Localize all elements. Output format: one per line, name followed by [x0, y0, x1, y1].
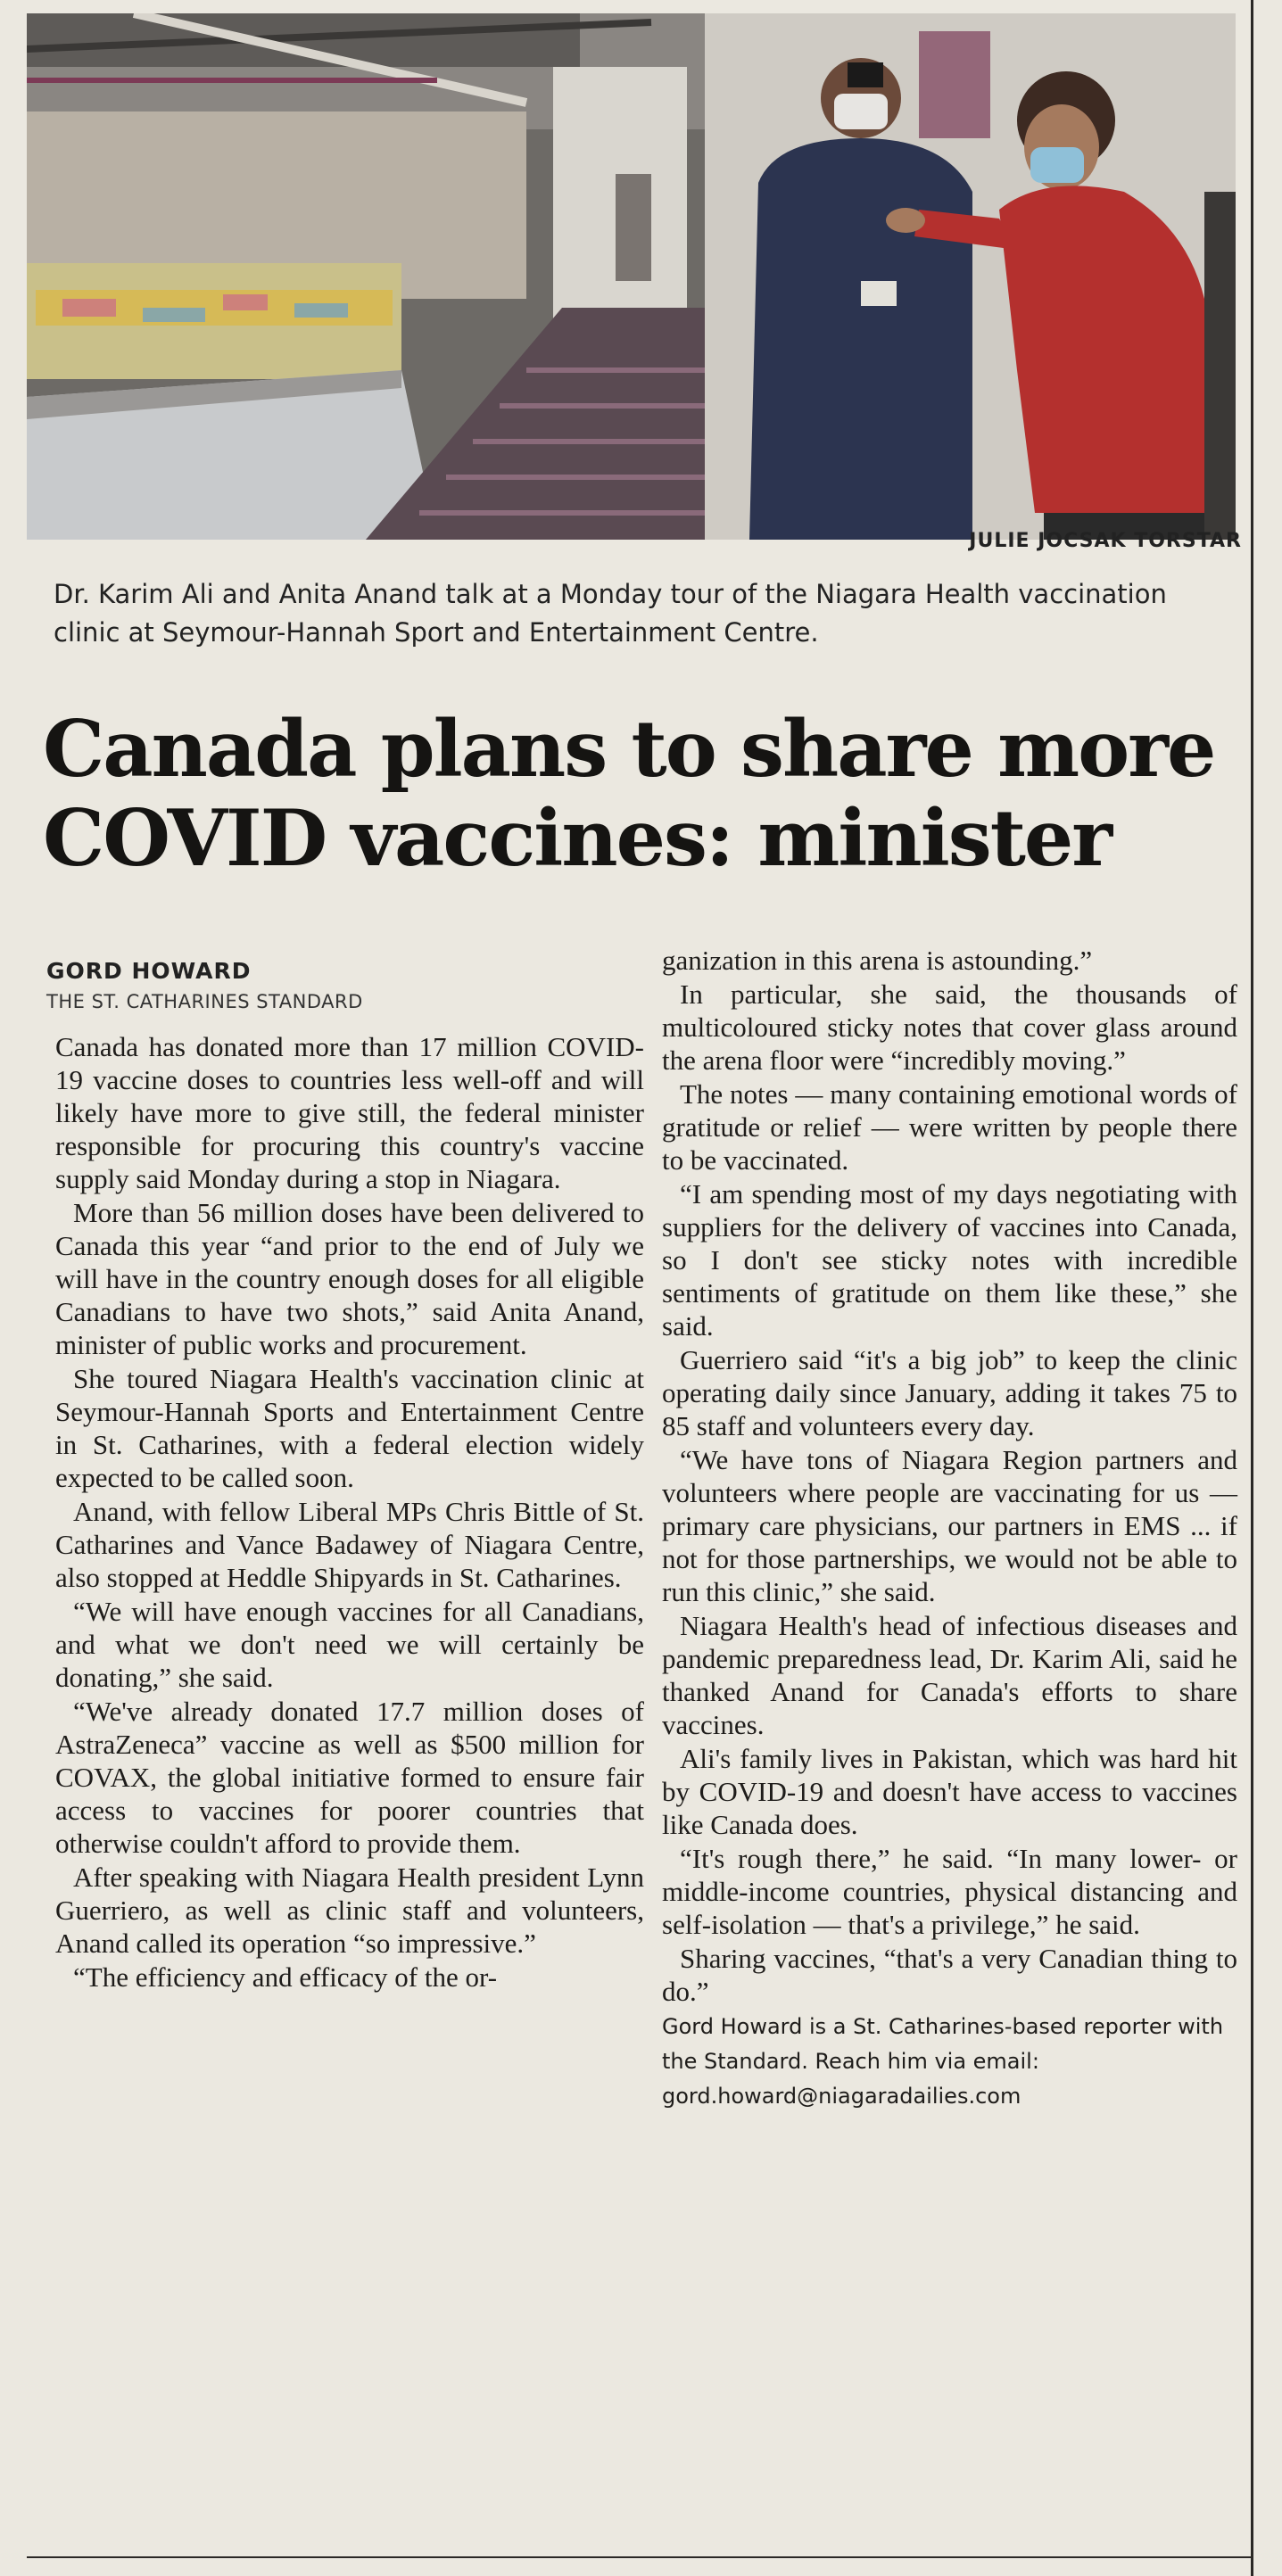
paragraph: After speaking with Niagara Health president Lynn Guerriero, as well as clinic staff and volunteers, Anand called its operation “so impressive.”: [55, 1862, 644, 1959]
paragraph: She toured Niagara Health's vaccination clinic at Seymour-Hannah Sports and Entertainment Centre in St. Catharines, with a federal election widely expected to be called soon.: [55, 1363, 644, 1493]
paragraph: ganization in this arena is astounding.”: [662, 945, 1093, 976]
column-rule: [1251, 0, 1253, 2576]
paragraph: “The efficiency and efficacy of the or-: [73, 1961, 498, 1993]
photo-credit: JULIE JOCSAK TORSTAR: [969, 530, 1242, 552]
paragraph: “We have tons of Niagara Region partners and volunteers where people are vaccinating for us — primary care physicians, our partners in EMS ... if not for those partnerships, we would not be able to run this clinic,” she said.: [662, 1444, 1237, 1607]
byline-publication: THE ST. CATHARINES STANDARD: [46, 991, 363, 1012]
photo-caption: Dr. Karim Ali and Anita Anand talk at a Monday tour of the Niagara Health vaccination clinic at Seymour-Hannah Sport and Entertainment Centre.: [54, 579, 1167, 648]
headline: Canada plans to share more COVID vaccines: minister: [43, 703, 1215, 884]
paragraph: More than 56 million doses have been delivered to Canada this year “and prior to the end of July we will have in the country enough doses for all eligible Canadians to have two shots,” said Anita Anand, minister of public works and procurement.: [55, 1197, 644, 1360]
article-column-2: [662, 944, 1237, 2114]
author-bio: Gord Howard is a St. Catharines-based reporter with the Standard. Reach him via email: gord.howard@niagaradailies.com: [662, 2014, 1224, 2109]
article-column-1: [55, 1030, 644, 1994]
paragraph: In particular, she said, the thousands of multicoloured sticky notes that cover glass around the arena floor were “incredibly moving.”: [662, 978, 1237, 1076]
paragraph: Guerriero said “it's a big job” to keep the clinic operating daily since January, adding it takes 75 to 85 staff and volunteers every day.: [662, 1344, 1237, 1441]
paragraph: Sharing vaccines, “that's a very Canadian thing to do.”: [662, 1943, 1237, 2007]
paragraph: The notes — many containing emotional words of gratitude or relief — were written by people there to be vaccinated.: [662, 1078, 1237, 1176]
bottom-rule: [27, 2556, 1251, 2558]
paragraph: Niagara Health's head of infectious diseases and pandemic preparedness lead, Dr. Karim Ali, said he thanked Anand for Canada's efforts to share vaccines.: [662, 1610, 1237, 1740]
paragraph: Canada has donated more than 17 million COVID-19 vaccine doses to countries less well-off and will likely have more to give still, the federal minister responsible for procuring this country's vaccine supply said Monday during a stop in Niagara.: [55, 1031, 644, 1194]
paragraph: Anand, with fellow Liberal MPs Chris Bittle of St. Catharines and Vance Badawey of Niagara Centre, also stopped at Heddle Shipyards in St. Catharines.: [55, 1496, 644, 1593]
paragraph: “I am spending most of my days negotiating with suppliers for the delivery of vaccines into Canada, so I don't see sticky notes with incredible sentiments of gratitude on them like these,” she said.: [662, 1178, 1237, 1342]
paragraph: “We will have enough vaccines for all Canadians, and what we don't need we will certainly be donating,” she said.: [55, 1596, 644, 1693]
article-photo: [27, 13, 1236, 540]
paragraph: “We've already donated 17.7 million doses of AstraZeneca” vaccine as well as $500 million for COVAX, the global initiative formed to ensure fair access to vaccines for poorer countries that otherwise couldn't afford to provide them.: [55, 1696, 644, 1859]
paragraph: Ali's family lives in Pakistan, which was hard hit by COVID-19 and doesn't have access to vaccines like Canada does.: [662, 1743, 1237, 1840]
paragraph: “It's rough there,” he said. “In many lower- or middle-income countries, physical distancing and self-isolation — that's a privilege,” he said.: [662, 1843, 1237, 1940]
byline-author: GORD HOWARD: [46, 958, 252, 984]
